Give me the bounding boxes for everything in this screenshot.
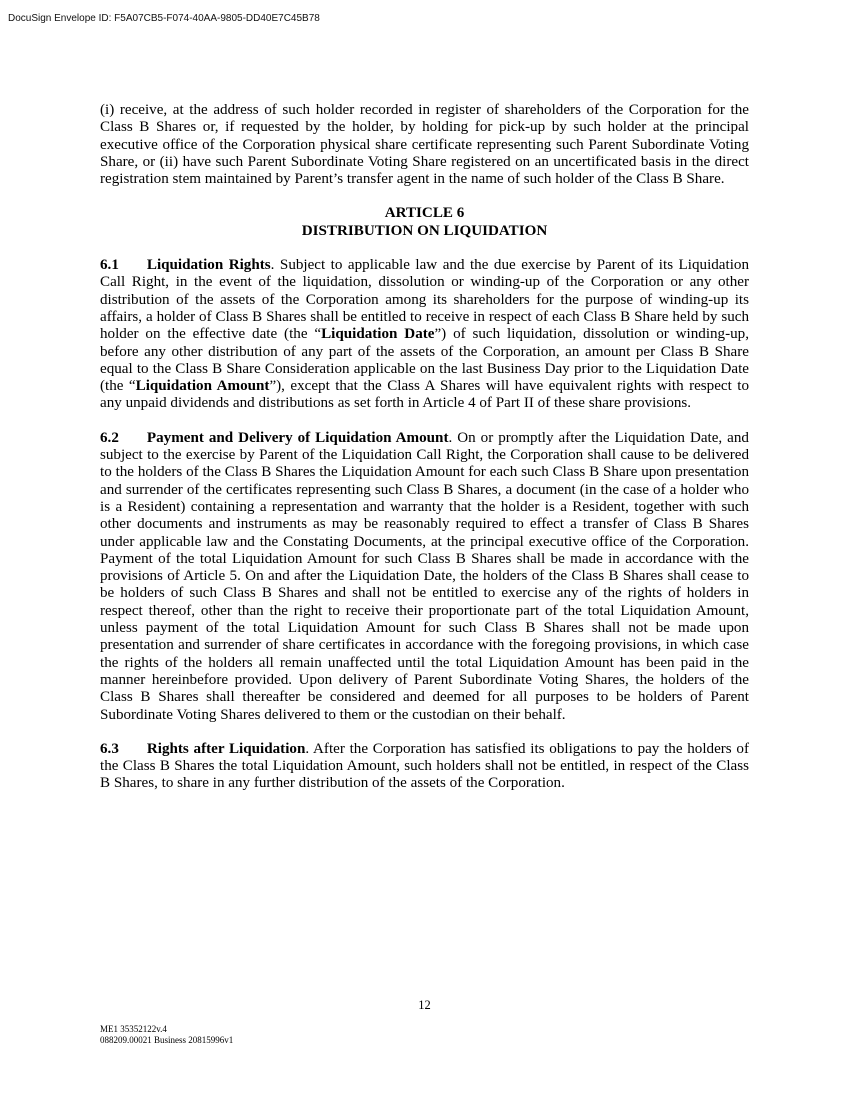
- section-text: . Subject to applicable law and the due exercise by Parent of its Liquidation Call Right, in the event of the liquidation, dissolution or winding-up of the Corporation or any other distribution of the assets of the Corporation among its shareholders for the purpose of winding-up its affairs, a holder of Class B Shares shall be entitled to receive in respect of each Class B Share held by such holder on the effective date (the “: [100, 257, 749, 343]
- section-number: 6.3: [100, 740, 119, 757]
- document-body: [100, 102, 749, 810]
- document-footer: [100, 1024, 233, 1046]
- article-number: ARTICLE 6: [384, 205, 465, 222]
- page-number: 12: [418, 998, 431, 1012]
- article-heading: [100, 205, 749, 240]
- footer-doc-id: ME1 35352122v.4: [100, 1024, 167, 1034]
- section-title: Rights after Liquidation: [146, 740, 306, 757]
- article-title: DISTRIBUTION ON LIQUIDATION: [301, 222, 548, 239]
- section-text: ”) of such liquidation, dissolution or winding-up, before any other distribution of any part of the assets of the Corporation, an amount per Class B Share equal to the Class B Share Consideration applicable on the last Business Day prior to the Liquidation Date (the “: [100, 326, 749, 395]
- section-6-1: [100, 257, 749, 413]
- section-text: ”), except that the Class A Shares will have equivalent rights with respect to any unpaid dividends and distributions as set forth in Article 4 of Part II of these share provisions.: [100, 378, 749, 412]
- section-title: Liquidation Rights: [146, 257, 271, 274]
- defined-term: Liquidation Date: [321, 326, 435, 343]
- section-title: Payment and Delivery of Liquidation Amount: [146, 429, 449, 446]
- section-text: . On or promptly after the Liquidation Date, and subject to the exercise by Parent of the Liquidation Call Right, the Corporation shall cause to be delivered to the holders of the Class B Shares the Liquidation Amount for each such Class B Share upon presentation and surrender of the certificates representing such Class B Shares, a document (in the case of a holder who is a Resident) containing a representation and warranty that the holder is a Resident, together with such other documents and instruments as may be reasonably required to effect a transfer of Class B Shares under applicable law and the Constating Documents, at the principal executive office of the Corporation. Payment of the total Liquidation Amount for such Class B Shares shall be made in accordance with the provisions of Article 5. On and after the Liquidation Date, the holders of the Class B Shares shall cease to be holders of such Class B Shares and shall not be entitled to exercise any of the rights of holders in respect thereof, other than the right to receive their proportionate part of the total Liquidation Amount, unless payment of the total Liquidation Amount for such Class B Shares shall not be made upon presentation and surrender of share certificates in accordance with the foregoing provisions, in which case the rights of the holders all remain unaffected until the total Liquidation Amount has been paid in the manner hereinbefore provided. Upon delivery of Parent Subordinate Voting Shares, the holders of the Class B Shares shall thereafter be considered and deemed for all purposes to be holders of Parent Subordinate Voting Shares delivered to them or the custodian on their behalf.: [100, 429, 749, 723]
- defined-term: Liquidation Amount: [135, 378, 270, 395]
- footer-matter-id: 088209.00021 Business 20815996v1: [100, 1035, 234, 1045]
- section-6-2: [100, 430, 749, 724]
- section-text: . After the Corporation has satisfied its obligations to pay the holders of the Class B Shares the total Liquidation Amount, such holders shall not be entitled, in respect of the Class B Shares, to share in any further distribution of the assets of the Corporation.: [100, 740, 749, 792]
- section-number: 6.1: [100, 257, 119, 274]
- intro-paragraph: (i) receive, at the address of such holder recorded in register of shareholders of the Corporation for the Class B Shares or, if requested by the holder, by holding for pick-up by such holder at the principal executive office of the Corporation physical share certificate representing such Parent Subordinate Voting Share, or (ii) have such Parent Subordinate Voting Share registered on an uncertificated basis in the direct registration stem maintained by Parent’s transfer agent in the name of such holder of the Class B Share.: [100, 102, 749, 188]
- section-6-3: [100, 741, 749, 793]
- section-number: 6.2: [100, 429, 119, 446]
- docusign-envelope-id: DocuSign Envelope ID: F5A07CB5-F074-40AA-9805-DD40E7C45B78: [8, 13, 320, 24]
